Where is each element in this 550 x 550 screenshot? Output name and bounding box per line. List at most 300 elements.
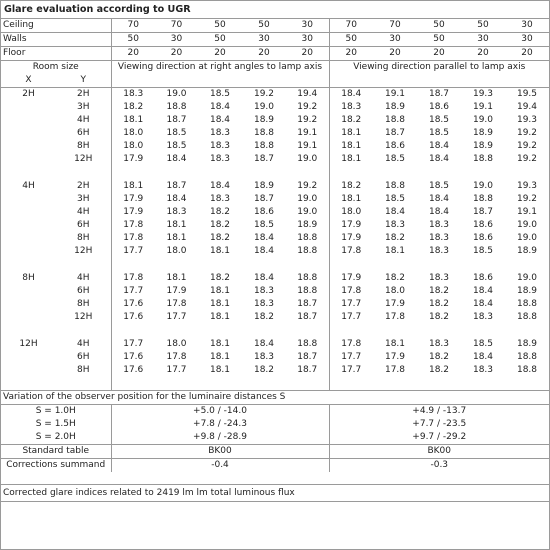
room-y-value: 3H (77, 102, 90, 112)
ugr-value: 18.4 (253, 339, 275, 349)
room-x-value (1, 193, 56, 206)
ugr-value: 18.5 (472, 339, 494, 349)
room-x-value: 4H (22, 181, 35, 191)
room-y-value: 4H (77, 207, 90, 217)
table-row (1, 33, 549, 47)
ugr-value: 18.1 (329, 140, 373, 153)
ugr-value: 18.0 (111, 127, 155, 140)
spacer-cell (329, 166, 549, 180)
room-y-value: 4H (77, 273, 90, 283)
room-y-value: 6H (77, 352, 90, 362)
room-y-value: 8H (77, 141, 90, 151)
table-row (1, 445, 549, 459)
table-row (1, 298, 549, 311)
ugr-value: 18.5 (384, 194, 406, 204)
ugr-value: 18.1 (166, 220, 187, 230)
table-row (1, 311, 549, 324)
reflectance-value: 70 (373, 19, 417, 33)
ugr-value: 18.8 (253, 141, 275, 151)
ugr-value: 17.7 (111, 245, 155, 258)
reflectance-value: 50 (242, 19, 286, 33)
ugr-value: 18.8 (516, 299, 538, 309)
reflectance-value: 20 (417, 47, 461, 61)
ugr-value: 18.1 (111, 180, 155, 193)
ugr-value: 17.9 (111, 153, 155, 166)
ugr-value: 18.7 (297, 352, 318, 362)
ugr-value: 17.9 (329, 232, 373, 245)
reflectance-value: 20 (329, 47, 373, 61)
room-y-value: 6H (77, 128, 90, 138)
table-row (1, 351, 549, 364)
ugr-value: 18.9 (516, 286, 538, 296)
ugr-value: 18.2 (329, 180, 373, 193)
ugr-value: 18.3 (209, 154, 231, 164)
ugr-value: 19.0 (472, 115, 494, 125)
table-row (1, 74, 549, 88)
ugr-value: 19.3 (516, 181, 538, 191)
ugr-value: 17.9 (329, 219, 373, 232)
ugr-value: 19.0 (166, 89, 187, 99)
reflectance-value: 50 (329, 33, 373, 47)
ugr-value: 18.7 (297, 365, 318, 375)
room-y-value: 8H (77, 233, 90, 243)
room-x-value (1, 206, 56, 219)
ugr-value: 19.1 (516, 207, 538, 217)
ugr-value: 18.4 (166, 154, 187, 164)
ugr-value: 19.2 (253, 89, 275, 99)
room-x-value (1, 101, 56, 114)
ugr-value: 18.8 (297, 246, 318, 256)
ugr-value: 19.1 (297, 128, 318, 138)
ugr-value: 18.3 (209, 128, 231, 138)
ugr-value: 18.2 (428, 352, 450, 362)
ugr-value: 18.8 (297, 233, 318, 243)
ugr-value: 18.7 (253, 154, 275, 164)
ugr-value: 19.3 (516, 115, 538, 125)
table-row (1, 258, 549, 272)
ugr-value: 18.7 (297, 299, 318, 309)
ugr-value: 17.9 (329, 272, 373, 285)
ugr-value: 18.7 (166, 181, 187, 191)
ugr-value: 18.1 (111, 114, 155, 127)
ugr-value: 17.7 (329, 311, 373, 324)
reflectance-value: 20 (461, 47, 505, 61)
ugr-value: 19.2 (516, 141, 538, 151)
ugr-value: 18.2 (384, 273, 406, 283)
reflectance-value: 20 (286, 47, 329, 61)
ugr-value: 18.3 (472, 312, 494, 322)
room-y-value: 6H (77, 220, 90, 230)
reflectance-value: 30 (242, 33, 286, 47)
ugr-value: 17.9 (166, 286, 187, 296)
table-row (1, 114, 549, 127)
ugr-value: 18.5 (428, 128, 450, 138)
ugr-value: 18.8 (297, 286, 318, 296)
ugr-value: 19.0 (516, 273, 538, 283)
table-row (1, 166, 549, 180)
ugr-value: 19.1 (384, 89, 406, 99)
room-y-value: 4H (77, 339, 90, 349)
ugr-value: 19.2 (516, 128, 538, 138)
spacer-cell (111, 324, 329, 338)
ugr-table (1, 19, 549, 472)
ugr-value: 18.4 (428, 194, 450, 204)
reflectance-value: 20 (198, 47, 242, 61)
ugr-value: 18.0 (111, 140, 155, 153)
ugr-value: 17.9 (384, 352, 406, 362)
ugr-value: 18.7 (166, 115, 187, 125)
ugr-value: 18.0 (329, 206, 373, 219)
reflectance-value: 20 (155, 47, 198, 61)
ugr-value: 18.4 (428, 154, 450, 164)
ugr-value: 18.4 (428, 141, 450, 151)
ugr-value: 18.2 (384, 233, 406, 243)
ugr-value: 18.9 (384, 102, 406, 112)
table-row (1, 232, 549, 245)
table-row (1, 272, 549, 285)
ugr-value: 17.8 (166, 352, 187, 362)
viewing-parallel-header: Viewing direction parallel to lamp axis (329, 61, 549, 75)
ugr-value: 18.1 (209, 246, 231, 256)
variation-s-label: S = 1.0H (35, 406, 76, 416)
ugr-value: 18.3 (428, 220, 450, 230)
reflectance-label: Ceiling (1, 19, 111, 33)
ugr-value: 18.1 (329, 127, 373, 140)
ugr-value: 19.1 (297, 141, 318, 151)
table-row (1, 405, 549, 419)
ugr-value: 19.2 (297, 102, 318, 112)
standard-table-label: Standard table (1, 445, 111, 459)
ugr-value: 18.5 (384, 154, 406, 164)
table-row (1, 391, 549, 405)
spacer-cell (329, 377, 549, 391)
ugr-value: 17.6 (111, 311, 155, 324)
reflectance-label: Walls (1, 33, 111, 47)
variation-right-angles: +7.8 / -24.3 (111, 418, 329, 431)
ugr-value: 18.1 (209, 312, 231, 322)
ugr-value: 18.8 (516, 365, 538, 375)
reflectance-value: 50 (461, 19, 505, 33)
room-size-header: Room size (32, 62, 79, 72)
spacer-cell (329, 258, 549, 272)
reflectance-value: 30 (461, 33, 505, 47)
ugr-value: 18.8 (472, 194, 494, 204)
reflectance-value: 20 (505, 47, 549, 61)
room-x-value (1, 245, 56, 258)
ugr-value: 18.1 (209, 365, 231, 375)
room-x-value: 2H (22, 89, 35, 99)
ugr-value: 17.8 (384, 365, 406, 375)
panel-title: Glare evaluation according to UGR (1, 1, 549, 19)
ugr-value: 19.0 (472, 181, 494, 191)
ugr-value: 18.2 (209, 233, 231, 243)
variation-s-label: S = 2.0H (35, 432, 76, 442)
ugr-value: 18.5 (166, 141, 187, 151)
reflectance-value: 30 (286, 33, 329, 47)
ugr-value: 18.0 (384, 286, 406, 296)
ugr-value: 18.3 (253, 352, 275, 362)
ugr-value: 18.5 (253, 220, 275, 230)
table-row (1, 88, 549, 102)
ugr-value: 18.3 (111, 88, 155, 102)
ugr-value: 19.2 (516, 194, 538, 204)
ugr-value: 19.0 (516, 233, 538, 243)
viewing-right-angles-header: Viewing direction at right angles to lamp axis (111, 61, 329, 75)
x-header: X (1, 74, 56, 88)
spacer-cell (1, 377, 111, 391)
ugr-value: 18.9 (297, 220, 318, 230)
blank-cell (329, 74, 549, 88)
ugr-value: 18.8 (297, 339, 318, 349)
ugr-value: 17.7 (329, 351, 373, 364)
reflectance-value: 50 (198, 33, 242, 47)
table-row (1, 140, 549, 153)
table-row (1, 101, 549, 114)
room-x-value: 12H (19, 339, 38, 349)
ugr-value: 17.8 (111, 272, 155, 285)
room-x-value (1, 127, 56, 140)
ugr-value: 18.4 (428, 207, 450, 217)
room-x-value (1, 114, 56, 127)
variation-right-angles: +5.0 / -14.0 (111, 405, 329, 419)
ugr-value: 19.5 (516, 89, 538, 99)
ugr-value: 18.9 (253, 115, 275, 125)
room-x-value (1, 153, 56, 166)
ugr-value: 18.9 (472, 141, 494, 151)
ugr-value: 18.1 (384, 246, 406, 256)
ugr-value: 17.6 (111, 298, 155, 311)
ugr-value: 18.6 (253, 207, 275, 217)
table-row (1, 377, 549, 391)
ugr-value: 17.6 (111, 351, 155, 364)
ugr-value: 18.1 (209, 299, 231, 309)
ugr-value: 18.4 (253, 233, 275, 243)
room-y-value: 4H (77, 115, 90, 125)
table-row (1, 206, 549, 219)
ugr-value: 18.2 (428, 299, 450, 309)
ugr-value: 18.8 (384, 181, 406, 191)
table-row (1, 418, 549, 431)
reflectance-value: 30 (155, 33, 198, 47)
ugr-value: 18.7 (384, 128, 406, 138)
room-y-value: 8H (77, 299, 90, 309)
ugr-value: 18.4 (166, 194, 187, 204)
ugr-value: 18.5 (209, 89, 231, 99)
ugr-value: 18.8 (297, 273, 318, 283)
ugr-value: 18.0 (166, 246, 187, 256)
ugr-value: 18.3 (253, 286, 275, 296)
ugr-value: 17.8 (166, 299, 187, 309)
room-y-value: 6H (77, 286, 90, 296)
ugr-value: 19.0 (297, 154, 318, 164)
table-row (1, 19, 549, 33)
ugr-value: 18.7 (297, 312, 318, 322)
ugr-value: 19.1 (472, 102, 494, 112)
ugr-value: 18.3 (329, 101, 373, 114)
ugr-value: 18.1 (329, 153, 373, 166)
ugr-value: 18.9 (516, 339, 538, 349)
spacer-cell (1, 166, 111, 180)
spacer-cell (1, 258, 111, 272)
ugr-value: 18.8 (166, 102, 187, 112)
ugr-value: 18.2 (209, 220, 231, 230)
room-y-value: 8H (77, 365, 90, 375)
ugr-value: 17.8 (329, 285, 373, 298)
ugr-value: 19.3 (472, 89, 494, 99)
table-row (1, 338, 549, 351)
variation-s-label: S = 1.5H (35, 419, 76, 429)
ugr-value: 18.4 (472, 299, 494, 309)
room-x-value (1, 298, 56, 311)
ugr-value: 17.8 (384, 312, 406, 322)
ugr-value: 18.4 (384, 207, 406, 217)
variation-parallel: +9.7 / -29.2 (329, 431, 549, 445)
ugr-value: 17.7 (329, 298, 373, 311)
room-x-value (1, 311, 56, 324)
reflectance-value: 30 (505, 33, 549, 47)
ugr-value: 18.1 (166, 233, 187, 243)
ugr-value: 18.1 (384, 339, 406, 349)
reflectance-value: 50 (198, 19, 242, 33)
table-row (1, 285, 549, 298)
ugr-value: 18.2 (428, 365, 450, 375)
room-y-value: 2H (77, 89, 90, 99)
ugr-value: 18.8 (253, 128, 275, 138)
ugr-value: 18.7 (428, 89, 450, 99)
ugr-value: 18.4 (209, 181, 231, 191)
room-y-value: 12H (74, 312, 93, 322)
spacer-cell (111, 166, 329, 180)
ugr-value: 17.8 (329, 245, 373, 258)
spacer-cell (1, 324, 111, 338)
variation-parallel: +4.9 / -13.7 (329, 405, 549, 419)
ugr-value: 18.9 (516, 246, 538, 256)
reflectance-value: 50 (417, 19, 461, 33)
ugr-value: 18.4 (209, 102, 231, 112)
ugr-value: 18.4 (253, 273, 275, 283)
table-row (1, 153, 549, 166)
ugr-value: 19.4 (516, 102, 538, 112)
ugr-value: 17.7 (111, 285, 155, 298)
ugr-value: 18.3 (472, 365, 494, 375)
ugr-value: 18.5 (166, 128, 187, 138)
reflectance-value: 20 (242, 47, 286, 61)
table-row (1, 431, 549, 445)
table-row (1, 459, 549, 473)
ugr-value: 18.3 (209, 194, 231, 204)
ugr-value: 18.4 (209, 115, 231, 125)
variation-right-angles: +9.8 / -28.9 (111, 431, 329, 445)
corrections-label: Corrections summand (1, 459, 111, 473)
ugr-value: 18.1 (209, 339, 231, 349)
ugr-value: 18.8 (516, 352, 538, 362)
ugr-value: 17.9 (384, 299, 406, 309)
ugr-value: 17.7 (166, 312, 187, 322)
ugr-value: 19.2 (297, 115, 318, 125)
ugr-value: 18.3 (428, 233, 450, 243)
ugr-value: 18.2 (329, 114, 373, 127)
ugr-value: 18.7 (472, 207, 494, 217)
table-row (1, 364, 549, 377)
ugr-value: 18.4 (472, 352, 494, 362)
ugr-value: 18.1 (166, 273, 187, 283)
ugr-value: 18.5 (428, 115, 450, 125)
room-x-value (1, 219, 56, 232)
table-row (1, 61, 549, 75)
ugr-value: 18.8 (384, 115, 406, 125)
footer-note: Corrected glare indices related to 2419 lm lm total luminous flux (1, 484, 550, 502)
ugr-value: 18.5 (428, 181, 450, 191)
ugr-value: 17.9 (111, 193, 155, 206)
ugr-value: 18.6 (472, 233, 494, 243)
ugr-value: 18.4 (253, 246, 275, 256)
ugr-value: 18.6 (472, 220, 494, 230)
reflectance-value: 20 (373, 47, 417, 61)
ugr-value: 18.6 (472, 273, 494, 283)
ugr-value: 18.3 (384, 220, 406, 230)
ugr-value: 18.8 (472, 154, 494, 164)
table-row (1, 47, 549, 61)
ugr-value: 17.7 (166, 365, 187, 375)
spacer-cell (111, 377, 329, 391)
ugr-value: 18.7 (253, 194, 275, 204)
ugr-value: 18.3 (209, 141, 231, 151)
corrections-right-angles: -0.4 (111, 459, 329, 473)
ugr-value: 18.1 (209, 286, 231, 296)
spacer-cell (329, 324, 549, 338)
ugr-value: 18.2 (428, 286, 450, 296)
room-x-value: 8H (22, 273, 35, 283)
standard-table-parallel: BK00 (329, 445, 549, 459)
ugr-value: 17.8 (111, 219, 155, 232)
reflectance-value: 30 (373, 33, 417, 47)
ugr-value: 19.4 (297, 89, 318, 99)
ugr-value: 18.2 (209, 207, 231, 217)
ugr-value: 18.6 (384, 141, 406, 151)
variation-label: Variation of the observer position for the luminaire distances S (1, 391, 549, 405)
ugr-value: 18.3 (428, 273, 450, 283)
blank-cell (111, 74, 329, 88)
ugr-value: 18.3 (166, 207, 187, 217)
ugr-value: 18.8 (516, 312, 538, 322)
ugr-value: 17.7 (329, 364, 373, 377)
corrections-parallel: -0.3 (329, 459, 549, 473)
reflectance-value: 70 (155, 19, 198, 33)
table-row (1, 219, 549, 232)
ugr-value: 19.0 (297, 194, 318, 204)
ugr-value: 18.4 (329, 88, 373, 102)
ugr-value: 17.6 (111, 364, 155, 377)
ugr-value: 18.1 (329, 193, 373, 206)
reflectance-value: 20 (111, 47, 155, 61)
room-x-value (1, 140, 56, 153)
reflectance-value: 30 (505, 19, 549, 33)
room-y-value: 12H (74, 154, 93, 164)
reflectance-value: 70 (111, 19, 155, 33)
reflectance-value: 50 (417, 33, 461, 47)
table-row (1, 324, 549, 338)
variation-parallel: +7.7 / -23.5 (329, 418, 549, 431)
ugr-value: 18.1 (209, 352, 231, 362)
ugr-value: 18.2 (111, 101, 155, 114)
spacer-cell (111, 258, 329, 272)
standard-table-right-angles: BK00 (111, 445, 329, 459)
room-x-value (1, 364, 56, 377)
room-x-value (1, 285, 56, 298)
table-row (1, 127, 549, 140)
ugr-value: 17.8 (111, 232, 155, 245)
room-y-value: 12H (74, 246, 93, 256)
